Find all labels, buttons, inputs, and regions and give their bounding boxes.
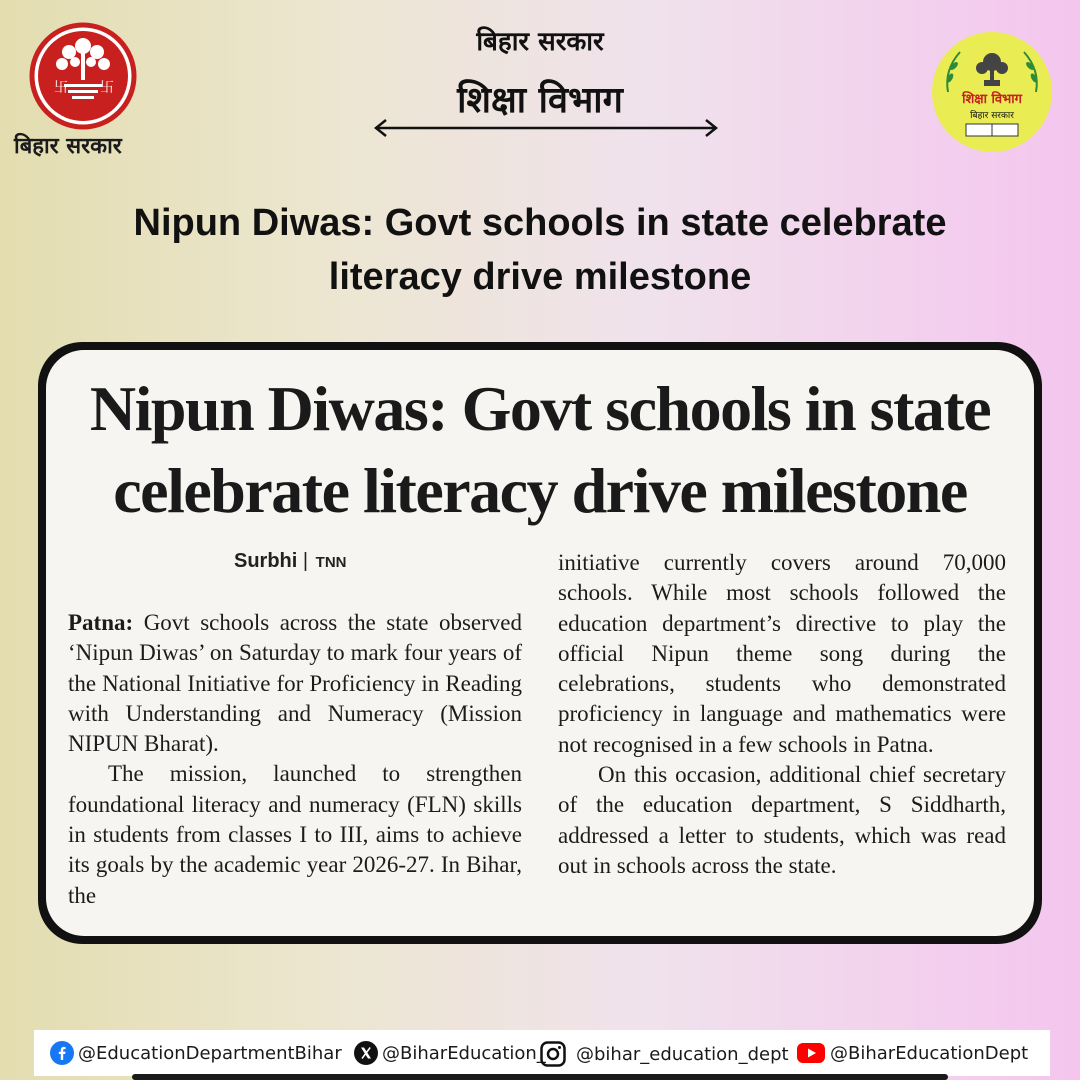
education-department-logo: [930, 30, 1054, 154]
youtube-icon: [796, 1041, 826, 1065]
x-handle: @BiharEducation_: [382, 1042, 546, 1064]
clipping-title-line-2: celebrate literacy drive milestone: [113, 455, 967, 526]
instagram-handle: @bihar_education_dept: [576, 1043, 789, 1065]
article-column-right: [558, 548, 1006, 881]
right-logo-subtitle: बिहार सरकार: [970, 111, 1014, 121]
newspaper-clipping: [46, 350, 1034, 936]
byline-agency: TNN: [315, 554, 347, 571]
post-headline-line-1: Nipun Diwas: Govt schools in state celebrate: [133, 202, 947, 244]
article-paragraph-4: On this occasion, additional chief secretary of the education department, S Siddharth, addressed a letter to students, which was read out in schools across the state.: [558, 762, 1006, 878]
article-paragraph-1: [68, 608, 522, 759]
x-icon: [354, 1041, 378, 1065]
instagram-handle-link[interactable]: [540, 1041, 789, 1067]
youtube-handle: @BiharEducationDept: [830, 1042, 1029, 1064]
byline: Surbhi | TNN: [234, 550, 347, 572]
svg-text:卐: 卐: [100, 80, 114, 96]
right-logo-title: शिक्षा विभाग: [962, 92, 1022, 107]
facebook-icon: [50, 1041, 74, 1065]
article-paragraph-1-text: Govt schools across the state observed ‘Nipun Diwas’ on Saturday to mark four years of the National Initiative for Proficiency in Reading with Understanding and Numeracy (Mission NIPUN Bharat).: [68, 610, 522, 757]
post-headline: [40, 196, 1040, 304]
byline-author: Surbhi: [234, 550, 298, 572]
footer-underline: [132, 1074, 948, 1080]
left-logo-caption: बिहार सरकार: [14, 134, 122, 159]
instagram-icon: [540, 1041, 566, 1067]
article-column-left: [68, 608, 522, 911]
facebook-handle-link[interactable]: [50, 1041, 342, 1065]
header-government-title: बिहार सरकार: [476, 27, 604, 57]
post-headline-line-2: literacy drive milestone: [328, 256, 752, 298]
youtube-handle-link[interactable]: [796, 1041, 1028, 1065]
x-handle-link[interactable]: [354, 1041, 546, 1065]
header-department-title: शिक्षा विभाग: [457, 80, 623, 121]
article-paragraph-2: The mission, launched to strengthen foundational literacy and numeracy (FLN) skills in students from classes I to III, aims to achieve its goals by the academic year 2026-27. In Bihar, the: [68, 761, 522, 908]
article-dateline: Patna:: [68, 610, 134, 635]
clipping-title-line-1: Nipun Diwas: Govt schools in state: [89, 373, 991, 444]
svg-text:卐: 卐: [54, 80, 68, 96]
facebook-handle: @EducationDepartmentBihar: [78, 1042, 342, 1064]
article-paragraph-3: initiative currently covers around 70,000 schools. While most schools followed the education department’s directive to play the official Nipun theme song during the celebrations, students who demonstrated proficiency in language and mathematics were not recognised in a few schools in Patna.: [558, 550, 1006, 757]
double-arrow-divider: [372, 118, 720, 138]
